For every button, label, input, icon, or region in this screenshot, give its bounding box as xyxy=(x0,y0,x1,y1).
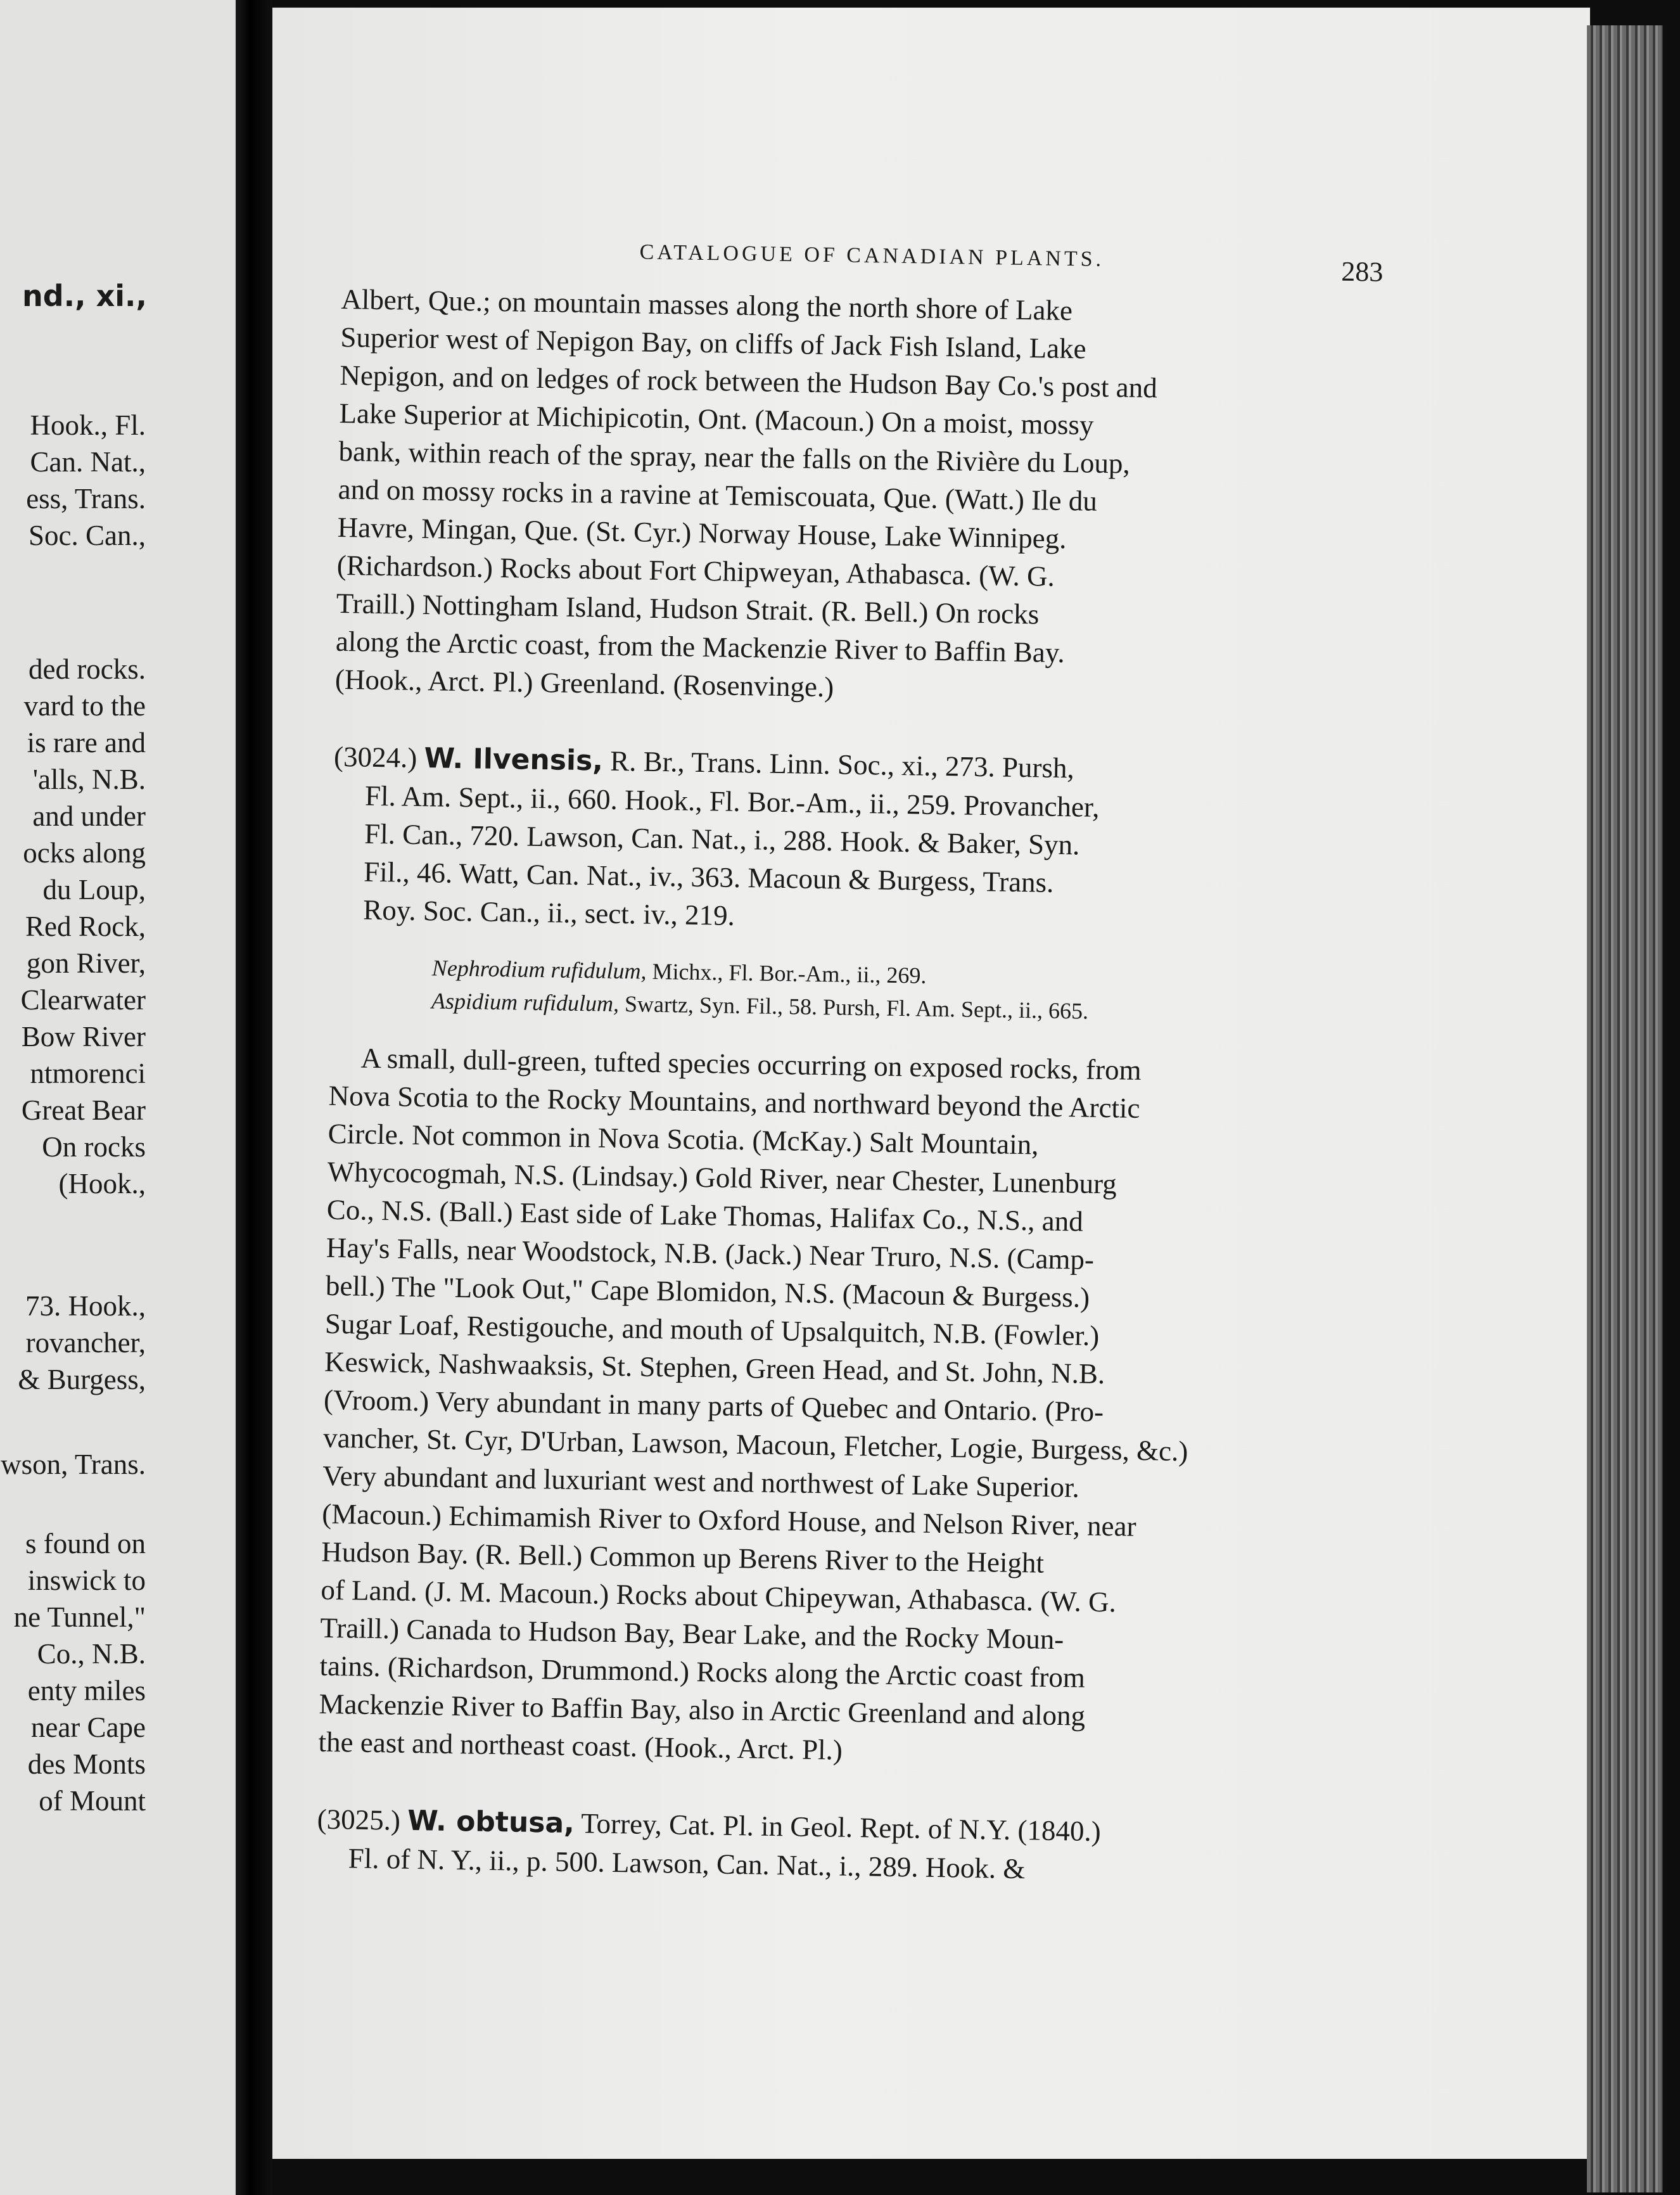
synonym-name: Aspidium rufidulum, xyxy=(431,988,620,1017)
entry-3024 xyxy=(318,738,1575,1781)
text-line: the east and northeast coast. (Hook., Arct. Pl.) xyxy=(318,1725,843,1766)
text-line: Circle. Not common in Nova Scotia. (McKay.) Salt Mountain, xyxy=(328,1117,1039,1161)
text-line: bell.) The "Look Out," Cape Blomidon, N.S. (Macoun & Burgess.) xyxy=(325,1269,1090,1314)
text-line: Co., N.S. (Ball.) East side of Lake Thomas, Halifax Co., N.S., and xyxy=(326,1193,1084,1238)
continued-entry-text xyxy=(335,280,1339,714)
species-name: W. Ilvensis, xyxy=(424,742,604,778)
synonym-name: Nephrodium rufidulum, xyxy=(431,955,647,984)
text-line: Nepigon, and on ledges of rock between the Hudson Bay Co.'s post and xyxy=(340,359,1158,404)
left-page-line: ne Tunnel," xyxy=(13,1601,146,1633)
left-page-line: enty miles xyxy=(27,1675,146,1706)
species-name: W. obtusa, xyxy=(407,1804,575,1840)
text-line: tains. (Richardson, Drummond.) Rocks along the Arctic coast from xyxy=(319,1649,1086,1694)
left-page-line: of Mount xyxy=(39,1785,146,1817)
text-line: along the Arctic coast, from the Mackenzie River to Baffin Bay. xyxy=(335,625,1066,669)
left-page-line: ded rocks. xyxy=(29,653,146,685)
text-line: Nova Scotia to the Rocky Mountains, and northward beyond the Arctic xyxy=(328,1079,1140,1124)
text-line: (Hook., Arct. Pl.) Greenland. (Rosenvinge.) xyxy=(334,663,834,703)
text-line: Hudson Bay. (R. Bell.) Common up Berens River to the Height xyxy=(321,1535,1045,1579)
left-page-line: ess, Trans. xyxy=(26,483,146,515)
left-page-line: Hook., Fl. xyxy=(30,409,146,441)
left-page-line: Red Rock, xyxy=(25,911,146,942)
text-line: Mackenzie River to Baffin Bay, also in Arctic Greenland and along xyxy=(319,1687,1086,1732)
left-page-line: near Cape xyxy=(30,1712,146,1743)
synonym-ref: Michx., Fl. Bor.-Am., ii., 269. xyxy=(652,958,927,989)
text-line: of Land. (J. M. Macoun.) Rocks about Chipeywan, Athabasca. (W. G. xyxy=(321,1573,1117,1618)
text-line: Traill.) Canada to Hudson Bay, Bear Lake, and the Rocky Moun- xyxy=(320,1611,1064,1656)
main-page xyxy=(272,8,1590,2159)
left-page-line: Can. Nat., xyxy=(30,446,146,478)
text-line: bank, within reach of the spray, near the falls on the Rivière du Loup, xyxy=(338,435,1131,480)
left-page-line: du Loup, xyxy=(42,874,146,906)
synonyms xyxy=(431,951,1332,1031)
text-line: (Richardson.) Rocks about Fort Chipweyan, Athabasca. (W. G. xyxy=(336,549,1055,592)
left-page-line: (Hook., xyxy=(58,1168,146,1200)
text-line: vancher, St. Cyr, D'Urban, Lawson, Macoun, Fletcher, Logie, Burgess, &c.) xyxy=(322,1421,1188,1468)
page-block-edge xyxy=(1587,25,1663,2192)
text-line: Traill.) Nottingham Island, Hudson Strait. (R. Bell.) On rocks xyxy=(336,587,1040,630)
left-page-line: On rocks xyxy=(42,1131,146,1163)
entry-reference: Torrey, Cat. Pl. in Geol. Rept. of N.Y. (1840.) xyxy=(580,1807,1102,1848)
text-line: Fil., 46. Watt, Can. Nat., iv., 363. Macoun & Burgess, Trans. xyxy=(363,855,1054,899)
page-content xyxy=(316,236,1583,1896)
text-line: and on mossy rocks in a ravine at Temiscouata, Que. (Watt.) Ile du xyxy=(338,473,1098,517)
left-page-line: and under xyxy=(32,800,146,832)
left-page-line: gon River, xyxy=(26,947,146,979)
left-page-line: s found on xyxy=(25,1528,146,1559)
text-line: Very abundant and luxuriant west and northwest of Lake Superior. xyxy=(322,1459,1080,1504)
text-line: Albert, Que.; on mountain masses along the north shore of Lake xyxy=(341,283,1073,327)
left-page-line: wson, Trans. xyxy=(1,1449,146,1480)
left-page-line: ocks along xyxy=(23,837,146,869)
text-line: Fl. Am. Sept., ii., 660. Hook., Fl. Bor.-Am., ii., 259. Provancher, xyxy=(364,779,1100,823)
page-number: 283 xyxy=(1340,255,1384,288)
left-page-line: Bow River xyxy=(21,1021,146,1053)
text-line: Whycocogmah, N.S. (Lindsay.) Gold River, near Chester, Lunenburg xyxy=(327,1155,1117,1200)
left-page-line: Clearwater xyxy=(20,984,146,1016)
left-page-line: is rare and xyxy=(27,727,146,758)
entry-reference: R. Br., Trans. Linn. Soc., xi., 273. Pursh, xyxy=(609,745,1075,784)
text-line: Havre, Mingan, Que. (St. Cyr.) Norway House, Lake Winnipeg. xyxy=(337,511,1067,555)
left-page-line: inswick to xyxy=(27,1565,146,1596)
text-line: Lake Superior at Michipicotin, Ont. (Macoun.) On a moist, mossy xyxy=(339,397,1094,441)
text-line: Superior west of Nepigon Bay, on cliffs of Jack Fish Island, Lake xyxy=(340,321,1087,365)
book-gutter xyxy=(236,0,272,2195)
entry-number: (3024.) xyxy=(333,740,417,774)
text-line: Fl. of N. Y., ii., p. 500. Lawson, Can. Nat., i., 289. Hook. & xyxy=(348,1842,1026,1885)
text-line: (Vroom.) Very abundant in many parts of Quebec and Ontario. (Pro- xyxy=(323,1383,1104,1428)
left-page-line: rovancher, xyxy=(25,1327,146,1359)
synonym-ref: Swartz, Syn. Fil., 58. Pursh, Fl. Am. Sept., ii., 665. xyxy=(624,991,1089,1024)
text-line: Sugar Loaf, Restigouche, and mouth of Upsalquitch, N.B. (Fowler.) xyxy=(324,1307,1100,1352)
left-page-line: Great Bear xyxy=(21,1094,146,1126)
species-description xyxy=(318,1039,1571,1781)
left-page-line: ntmorenci xyxy=(30,1058,146,1089)
left-page-line: Soc. Can., xyxy=(29,520,146,551)
text-line: A small, dull-green, tufted species occurring on exposed rocks, from xyxy=(360,1042,1142,1086)
left-page-line: vard to the xyxy=(23,690,146,722)
left-page-line: 73. Hook., xyxy=(25,1290,146,1322)
text-line: (Macoun.) Echimamish River to Oxford House, and Nelson River, near xyxy=(321,1497,1136,1542)
text-line: Keswick, Nashwaaksis, St. Stephen, Green Head, and St. John, N.B. xyxy=(324,1345,1105,1390)
left-page-heading: nd., xi., xyxy=(22,279,147,313)
text-line: Hay's Falls, near Woodstock, N.B. (Jack.) Near Truro, N.S. (Camp- xyxy=(326,1231,1095,1276)
left-page-line: des Monts xyxy=(27,1748,146,1780)
text-line: Fl. Can., 720. Lawson, Can. Nat., i., 288. Hook. & Baker, Syn. xyxy=(364,817,1080,861)
left-page-line: Co., N.B. xyxy=(37,1638,146,1670)
running-title: CATALOGUE OF CANADIAN PLANTS. xyxy=(639,240,1105,271)
entry-references xyxy=(331,776,1332,944)
left-page-fragment xyxy=(0,0,236,2195)
entry-number: (3025.) xyxy=(317,1803,401,1836)
left-page-line: 'alls, N.B. xyxy=(32,764,146,795)
text-line: Roy. Soc. Can., ii., sect. iv., 219. xyxy=(362,893,735,931)
left-page-line: & Burgess, xyxy=(18,1364,146,1395)
entry-3025 xyxy=(316,1800,1559,1897)
